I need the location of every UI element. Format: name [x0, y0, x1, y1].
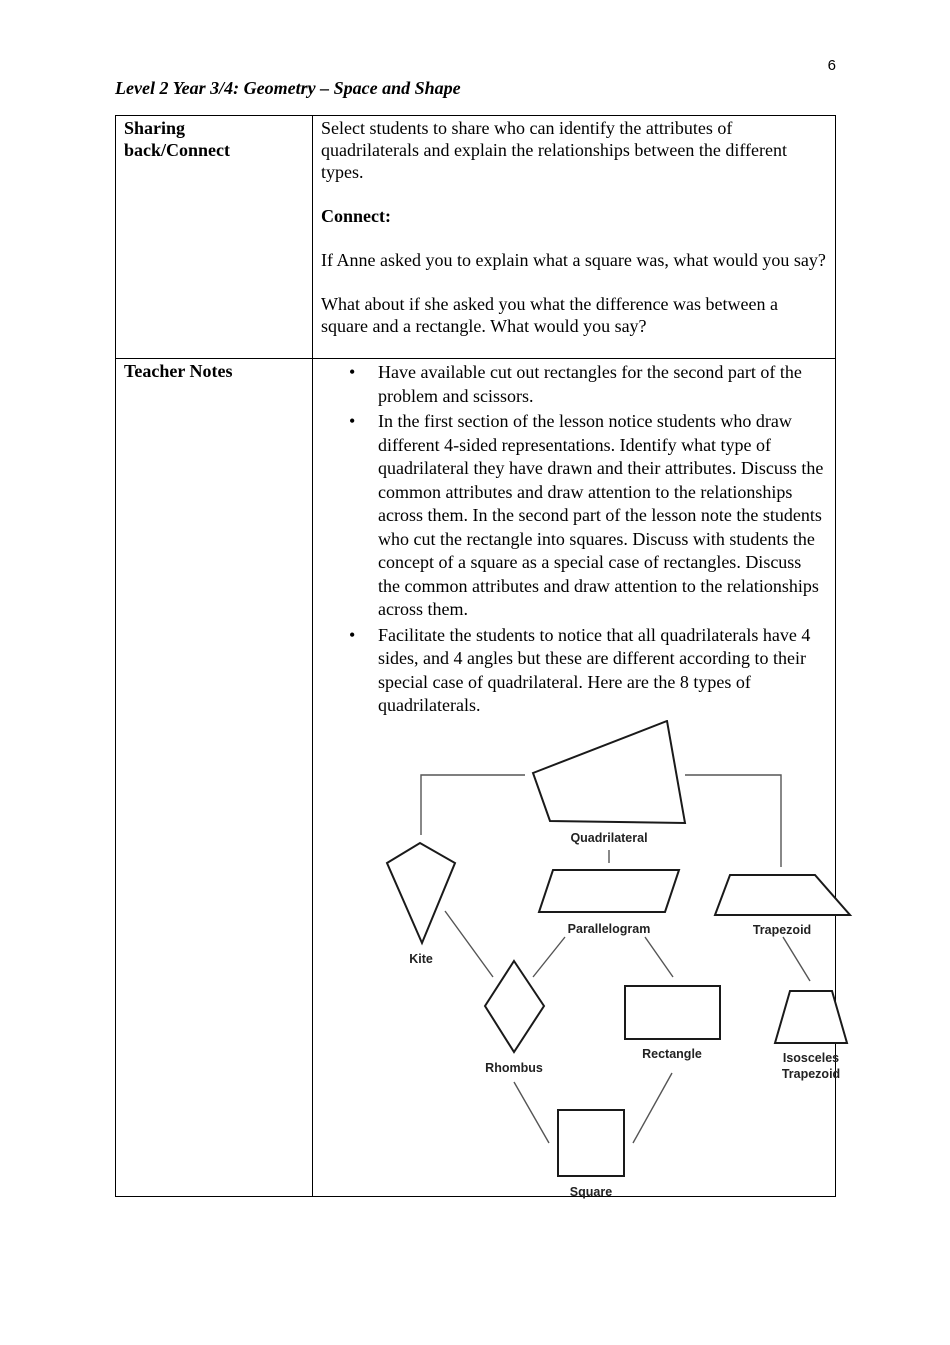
quadrilateral-label: Quadrilateral — [570, 830, 648, 845]
connect-question-2: What about if she asked you what the difference was between a square and a rectangle. What would you say? — [321, 294, 778, 336]
parallelogram-shape — [539, 870, 679, 912]
connector-parallelogram-rectangle — [645, 937, 673, 977]
connect-heading: Connect: — [321, 206, 391, 226]
teacher-notes-cell — [313, 359, 841, 1199]
sharing-label-line1: Sharing — [124, 118, 186, 138]
quadrilateral-shape — [533, 721, 685, 823]
rhombus-label: Rhombus — [485, 1060, 543, 1075]
quadrilateral-diagram — [321, 720, 841, 1199]
connector-rhombus-square — [514, 1082, 549, 1143]
connector-parallelogram-rhombus — [533, 937, 565, 977]
connector-trapezoid-isosceles — [783, 937, 810, 981]
trapezoid-label: Trapezoid — [752, 922, 812, 937]
teacher-notes-row — [116, 359, 836, 1197]
sharing-content-cell — [313, 116, 836, 359]
sharing-row — [116, 116, 836, 359]
connect-question-1: If Anne asked you to explain what a square was, what would you say? — [321, 250, 826, 270]
rectangle-label: Rectangle — [642, 1046, 702, 1061]
connector-rectangle-square — [633, 1073, 672, 1143]
sharing-intro: Select students to share who can identify the attributes of quadrilaterals and explain the relationships between the different types. — [321, 118, 787, 182]
sharing-label-line2: back/Connect — [124, 140, 231, 160]
lesson-table — [115, 115, 841, 1199]
parallelogram-label: Parallelogram — [567, 921, 651, 936]
connector-kite-rhombus — [445, 911, 493, 977]
teacher-notes-list — [321, 361, 827, 718]
connector-quadrilateral-trapezoid — [685, 775, 781, 867]
connector-quadrilateral-kite — [421, 775, 525, 835]
trapezoid-shape — [715, 875, 850, 915]
isosceles-label-line1: Isosceles — [782, 1050, 840, 1065]
isosceles-label-line2: Trapezoid — [781, 1066, 841, 1081]
rectangle-shape — [625, 986, 720, 1039]
isosceles-trapezoid-shape — [775, 991, 847, 1043]
square-label: Square — [569, 1184, 613, 1199]
teacher-notes-label: Teacher Notes — [116, 359, 313, 1197]
kite-label: Kite — [409, 951, 433, 966]
list-item: • In the first section of the lesson notice students who draw different 4-sided representations. Identify what type of quadrilateral they have drawn and their attributes. Discuss the common attributes and draw attention to the relationships across them. In the second part of the lesson note the students who cut the rectangle into squares. Discuss with students the concept of a square as a special case of rectangles. Discuss the common attributes and draw attention to the relationships across them. — [378, 410, 827, 622]
list-item: • Facilitate the students to notice that all quadrilaterals have 4 sides, and 4 angles but these are different according to their special case of quadrilateral. Here are the 8 types of quadrilaterals. — [378, 624, 827, 718]
quadrilateral-hierarchy-svg — [321, 720, 857, 1200]
list-item: • Have available cut out rectangles for the second part of the problem and scissors. — [378, 361, 827, 408]
square-shape — [558, 1110, 624, 1176]
sharing-label-cell — [116, 116, 313, 359]
kite-shape — [387, 843, 455, 943]
page-number: 6 — [827, 57, 836, 74]
document-title: Level 2 Year 3/4: Geometry – Space and Shape — [115, 78, 461, 98]
